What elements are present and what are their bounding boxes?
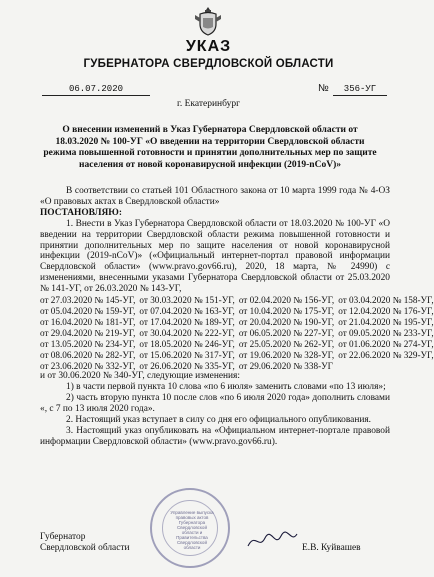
document-type: УКАЗ (185, 38, 232, 55)
amendment-ref: от 01.06.2020 № 274-УГ, (338, 338, 434, 349)
amendment-ref: от 03.04.2020 № 158-УГ, (338, 295, 434, 306)
stamp-text: Управление выпуска правовых актов Губернатора Свердловской области и Правительства Свердловской области (170, 510, 214, 550)
amendment-ref: от 15.06.2020 № 317-УГ, (139, 349, 235, 360)
amendment-ref: от 17.04.2020 № 189-УГ, (139, 316, 235, 327)
amendment-ref: от 30.03.2020 № 151-УГ, (139, 295, 235, 306)
amendment-ref: от 26.06.2020 № 335-УГ, (139, 360, 235, 371)
issuer-title: ГУБЕРНАТОРА СВЕРДЛОВСКОЙ ОБЛАСТИ (83, 58, 334, 70)
amendment-ref: от 05.04.2020 № 159-УГ, (40, 305, 136, 316)
amendment-ref: от 06.05.2020 № 227-УГ, (238, 327, 335, 338)
amendment-ref: от 30.04.2020 № 222-УГ, (139, 327, 235, 338)
amendment-ref: от 16.04.2020 № 181-УГ, (40, 316, 136, 327)
official-stamp (150, 488, 230, 568)
signer-position-line-1: Губернатор (40, 532, 86, 542)
amendment-ref: от 23.06.2020 № 332-УГ, (40, 360, 136, 371)
amendment-ref: от 09.05.2020 № 233-УГ, (338, 327, 434, 338)
amendment-ref: от 29.06.2020 № 338-УГ (238, 360, 333, 371)
resolve-word: ПОСТАНОВЛЯЮ: (40, 207, 122, 218)
amendment-ref: от 12.04.2020 № 176-УГ, (338, 305, 434, 316)
document-number: 356-УГ (333, 84, 387, 96)
amendment-ref: от 07.04.2020 № 163-УГ, (139, 305, 235, 316)
amendment-ref: от 22.06.2020 № 329-УГ, (338, 349, 434, 360)
amendment-ref (338, 361, 433, 372)
amendment-ref: от 19.06.2020 № 328-УГ, (238, 349, 335, 360)
item-1-outro: и от 30.06.2020 № 340-УГ, следующие изменения: (40, 371, 240, 382)
city: г. Екатеринбург (177, 99, 240, 109)
item-1-intro: 1. Внести в Указ Губернатора Свердловской области от 18.03.2020 № 100-УГ «О введении на территории Свердловской области режима повышенной готовности и принятии дополнительных мер по защите населения от новой коронавирусной инфекции (2019-nCoV)» («Официальный интернет-портал правовой информации Свердловской области» (www.pravo.gov66.ru), 2020, 18 марта, № 24990) с изменениями, внесенными указами Губернатора Свердловской области от 25.03.2020 № 141-УГ, от 26.03.2020 № 143-УГ, (40, 218, 390, 295)
signer-position (40, 532, 129, 554)
signer-name: Е.В. Куйвашев (302, 543, 361, 553)
amendment-ref: от 08.06.2020 № 282-УГ, (40, 349, 136, 360)
preamble: В соответствии со статьей 101 Областного закона от 10 марта 1999 года № 4-ОЗ «О правовых актах в Свердловской области» (40, 186, 390, 207)
amendment-ref: от 21.04.2020 № 195-УГ, (338, 316, 434, 327)
amendment-ref: от 27.03.2020 № 145-УГ, (40, 295, 136, 306)
amendment-ref: от 25.05.2020 № 262-УГ, (238, 338, 335, 349)
handwritten-signature (245, 528, 300, 553)
amendment-list (40, 295, 434, 371)
amendment-ref: от 10.04.2020 № 175-УГ, (238, 305, 335, 316)
amendment-ref: от 02.04.2020 № 156-УГ, (238, 295, 335, 306)
document-body (40, 186, 434, 448)
number-sign: № (318, 83, 329, 94)
amendment-ref: от 13.05.2020 № 234-УГ, (40, 338, 136, 349)
item-3: 3. Настоящий указ опубликовать на «Официальном интернет-портале правовой информации Свердловской области» (www.pravo.gov66.ru). (40, 425, 390, 447)
sub-item-1: 1) в части первой пункта 10 слова «по 6 июля» заменить словами «по 13 июля»; (66, 382, 386, 393)
amendment-ref: от 18.05.2020 № 246-УГ, (139, 338, 235, 349)
sub-item-2: 2) часть вторую пункта 10 после слов «по 6 июля 2020 года» дополнить словами «, с 7 по 13 июля 2020 года». (40, 393, 390, 415)
amendment-ref: от 29.04.2020 № 219-УГ, (40, 327, 136, 338)
signer-position-line-2: Свердловской области (40, 543, 130, 553)
document-date: 06.07.2020 (42, 84, 150, 96)
amendment-ref: от 20.04.2020 № 190-УГ, (238, 316, 335, 327)
item-2: 2. Настоящий указ вступает в силу со дня его официального опубликования. (66, 415, 372, 426)
coat-of-arms-icon (193, 5, 223, 37)
document-title: О внесении изменений в Указ Губернатора Свердловской области от 18.03.2020 № 100-УГ «О введении на территории Свердловской области режима повышенной готовности и принятии дополнительных мер по защите населения от новой коронавирусной инфекции (2019-nCoV)» (43, 125, 377, 170)
